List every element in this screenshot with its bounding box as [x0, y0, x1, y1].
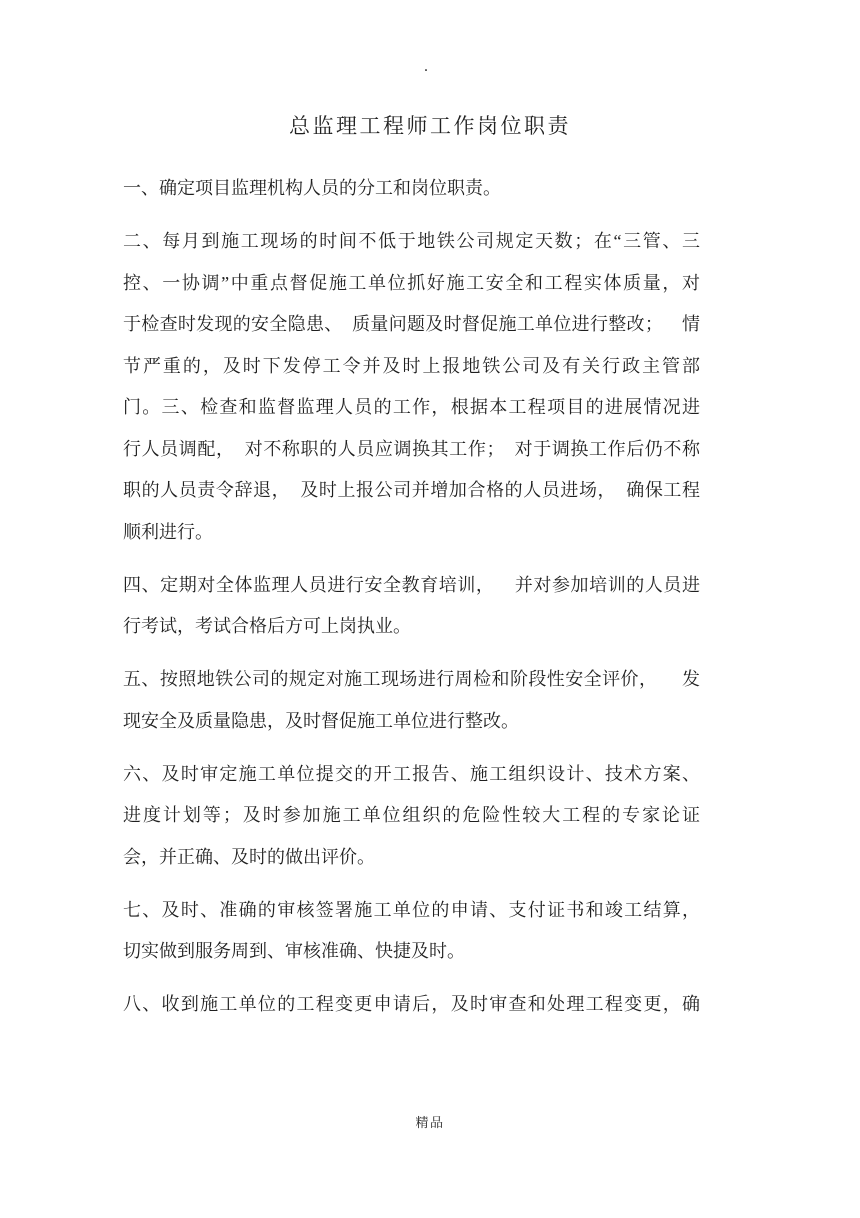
text-line: 顺利进行。: [123, 521, 213, 542]
text-line: 切实做到服务周到、审核准确、快捷及时。: [123, 941, 465, 961]
text-line: 行人员调配， 对不称职的人员应调换其工作； 对于调换工作后仍不称: [123, 438, 700, 459]
footer-label: 精品: [415, 1115, 445, 1130]
text-line: 职的人员责令辞退， 及时上报公司并增加合格的人员进场， 确保工程: [123, 480, 700, 500]
paragraph-2-3: [123, 221, 700, 553]
text-line: 控、一协调”中重点督促施工单位抓好施工安全和工程实体质量，对: [123, 272, 700, 293]
page-footer: [0, 1112, 860, 1131]
text-line: 七、及时、准确的审核签署施工单位的申请、支付证书和竣工结算，: [123, 899, 700, 920]
document-body: [123, 168, 700, 1037]
text-line: 节严重的，及时下发停工令并及时上报地铁公司及有关行政主管部: [123, 355, 700, 376]
text-line: 六、及时审定施工单位提交的开工报告、施工组织设计、技术方案、: [123, 763, 700, 784]
text-line: 四、定期对全体监理人员进行安全教育培训， 并对参加培训的人员进: [123, 574, 700, 595]
text-line: 二、每月到施工现场的时间不低于地铁公司规定天数；在“三管、三: [123, 231, 700, 251]
paragraph-6: [123, 754, 700, 879]
document-title: 总监理工程师工作岗位职责: [289, 114, 571, 138]
text-line: 现安全及质量隐患，及时督促施工单位进行整改。: [123, 710, 519, 731]
text-line: 会，并正确、及时的做出评价。: [123, 846, 375, 867]
text-line: 进度计划等；及时参加施工单位组织的危险性较大工程的专家论证: [123, 805, 700, 825]
text-line: 行考试，考试合格后方可上岗执业。: [123, 616, 411, 636]
text-line: 一、确定项目监理机构人员的分工和岗位职责。: [123, 178, 501, 198]
stray-dot: .: [424, 58, 428, 75]
text-line: 八、收到施工单位的工程变更申请后，及时审查和处理工程变更，确: [123, 994, 700, 1014]
paragraph-5: [123, 659, 700, 742]
paragraph-1: [123, 168, 700, 210]
paragraph-8: [123, 984, 700, 1026]
paragraph-7: [123, 890, 700, 973]
text-line: 五、按照地铁公司的规定对施工现场进行周检和阶段性安全评价， 发: [123, 669, 700, 689]
paragraph-4: [123, 565, 700, 648]
text-line: 于检查时发现的安全隐患、 质量问题及时督促施工单位进行整改； 情: [123, 314, 700, 334]
text-line: 门。三、检查和监督监理人员的工作，根据本工程项目的进展情况进: [123, 397, 700, 417]
